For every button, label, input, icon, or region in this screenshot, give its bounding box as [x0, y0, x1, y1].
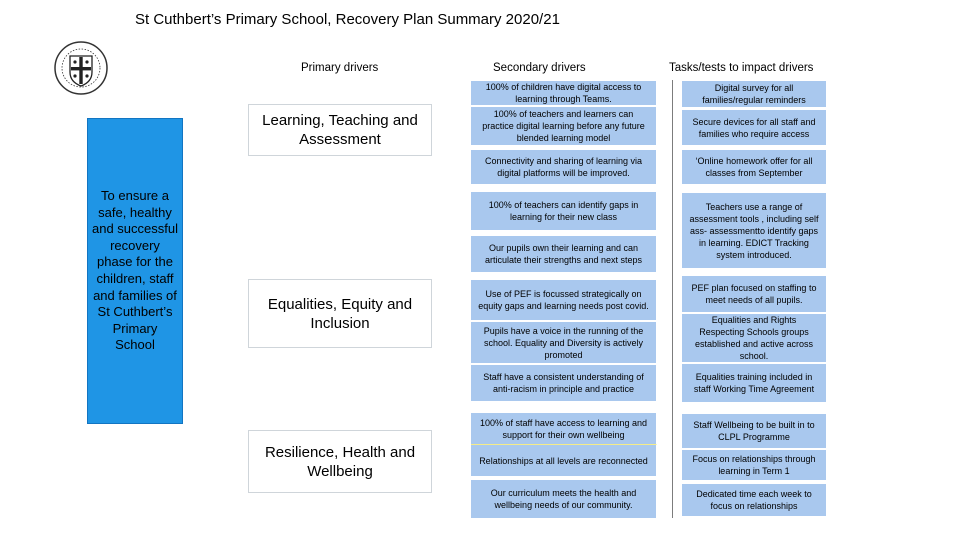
secondary-driver-box: 100% of teachers and learners can practice digital learning before any future blended learning model [471, 107, 658, 147]
primary-driver-resilience: Resilience, Health and Wellbeing [248, 430, 432, 493]
secondary-driver-box: 100% of children have digital access to learning through Teams. [471, 81, 658, 107]
secondary-driver-box: Relationships at all levels are reconnected [471, 445, 658, 478]
secondary-driver-box: Pupils have a voice in the running of the school. Equality and Diversity is actively promoted [471, 322, 658, 365]
tasks-header: Tasks/tests to impact drivers [669, 62, 814, 74]
secondary-driver-box: Connectivity and sharing of learning via digital platforms will be improved. [471, 150, 658, 186]
primary-drivers-header: Primary drivers [301, 62, 379, 74]
page-title: St Cuthbert’s Primary School, Recovery Plan Summary 2020/21 [135, 11, 560, 28]
task-box: PEF plan focused on staffing to meet needs of all pupils. [682, 276, 828, 314]
aim-box: To ensure a safe, healthy and successful recovery phase for the children, staff and families of St Cuthbert’s Primary School [87, 118, 183, 424]
school-crest-icon [53, 40, 109, 96]
task-box: Dedicated time each week to focus on relationships [682, 484, 828, 518]
task-box: ‘Online homework offer for all classes from September [682, 150, 828, 186]
secondary-driver-box: 100% of teachers can identify gaps in learning for their new class [471, 192, 658, 232]
secondary-driver-box: Staff have a consistent understanding of anti-racism in principle and practice [471, 365, 658, 403]
task-box: Digital survey for all families/regular reminders [682, 81, 828, 109]
column-divider [672, 80, 673, 518]
secondary-drivers-header: Secondary drivers [493, 62, 586, 74]
primary-driver-equalities: Equalities, Equity and Inclusion [248, 279, 432, 348]
secondary-driver-box: 100% of staff have access to learning and support for their own wellbeing [471, 413, 658, 446]
primary-driver-learning: Learning, Teaching and Assessment [248, 104, 432, 156]
task-box: Equalities training included in staff Working Time Agreement [682, 364, 828, 404]
task-box: Teachers use a range of assessment tools , including self ass- assessmentto identify gaps in learning. EDICT Tracking system introduced. [682, 193, 828, 270]
task-box: Equalities and Rights Respecting Schools groups established and active across school. [682, 314, 828, 364]
secondary-driver-box: Use of PEF is focussed strategically on equity gaps and learning needs post covid. [471, 280, 658, 322]
task-box: Secure devices for all staff and families who require access [682, 110, 828, 147]
secondary-driver-box: Our pupils own their learning and can articulate their strengths and next steps [471, 236, 658, 274]
secondary-driver-box: Our curriculum meets the health and wellbeing needs of our community. [471, 480, 658, 520]
task-box: Focus on relationships through learning in Term 1 [682, 450, 828, 482]
task-box: Staff Wellbeing to be built in to CLPL Programme [682, 414, 828, 450]
